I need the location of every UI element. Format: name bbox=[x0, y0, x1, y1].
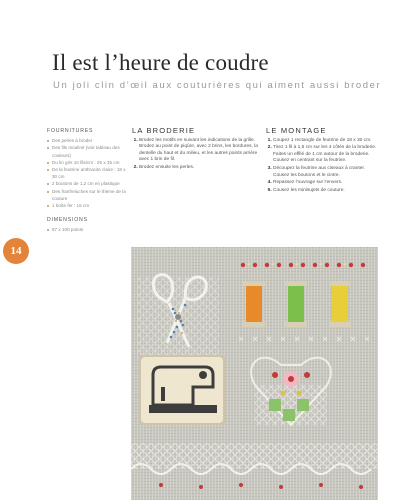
dimensions-value: 67 x 100 points bbox=[47, 226, 127, 233]
assembly-heading: LE MONTAGE bbox=[266, 126, 327, 135]
supply-item: De la feutrine anthracite claire : 18 x 30 cm bbox=[47, 166, 127, 180]
embroidery-step: 2. Brodez ensuite les perles. bbox=[139, 165, 260, 172]
dimensions-list bbox=[47, 226, 127, 233]
assembly-step: 5. Cousez les minisujets de couture. bbox=[273, 188, 378, 195]
embroidery-step: 1. Brodez les motifs en suivant les indications de la grille. Brodez au point de piqûre, avec 2 brins, les bordures, la dentelle du haut et du milieu, et les autres points arrière avec 1 brin de fil. bbox=[139, 138, 260, 164]
supplies-heading: FOURNITURES bbox=[47, 128, 94, 134]
yellow-spool bbox=[329, 281, 351, 327]
page-subtitle: Un joli clin d’œil aux couturières qui aiment aussi broder bbox=[53, 80, 382, 91]
supply-item: Des fils mouliné (voir tableau des couleurs) bbox=[47, 144, 127, 158]
supply-item: Des perles à broder bbox=[47, 137, 127, 144]
sewing-machine-button bbox=[139, 355, 225, 425]
embroidery-section bbox=[132, 128, 260, 173]
assembly-step: 4. Repassez l’ouvrage sur l’envers. bbox=[273, 180, 378, 187]
assembly-steps bbox=[266, 138, 378, 195]
supply-item: 2 boutons de 1,2 cm en plastique bbox=[47, 180, 127, 187]
page-title: Il est l’heure de coudre bbox=[52, 50, 269, 75]
embroidery-heading: LA BRODERIE bbox=[132, 126, 196, 135]
dimensions-heading: DIMENSIONS bbox=[47, 217, 88, 224]
page-number-badge: 14 bbox=[3, 238, 29, 264]
orange-spool bbox=[243, 281, 265, 327]
scissors-motif bbox=[137, 275, 219, 359]
supplies-list bbox=[47, 137, 127, 209]
supply-item: Du lin gris 10 fils/cm : 25 x 35 cm bbox=[47, 159, 127, 166]
supply-item: Des franfreluches sur le thème de la couture bbox=[47, 188, 127, 202]
assembly-step: 1. Coupez 1 rectangle de feutrine de 18 x 30 cm. bbox=[273, 138, 378, 145]
assembly-section bbox=[266, 128, 378, 195]
assembly-step: 3. Découpez la feutrine aux ciseaux à cranter. Cousez les boutons et le cintre. bbox=[273, 166, 378, 179]
green-spool bbox=[285, 281, 307, 327]
supply-item: 1 boîte fer : 15 cm bbox=[47, 202, 127, 209]
supplies-sidebar bbox=[47, 128, 127, 234]
embroidery-steps bbox=[132, 138, 260, 172]
embroidery-photo bbox=[131, 247, 378, 500]
assembly-step: 2. Tirez 1 fil à 1,5 cm sur les 4 côtés de la broderie. Faites un effilé de 1 cm autour de la broderie. Cousez en centrant sur la feutrine. bbox=[273, 145, 378, 165]
